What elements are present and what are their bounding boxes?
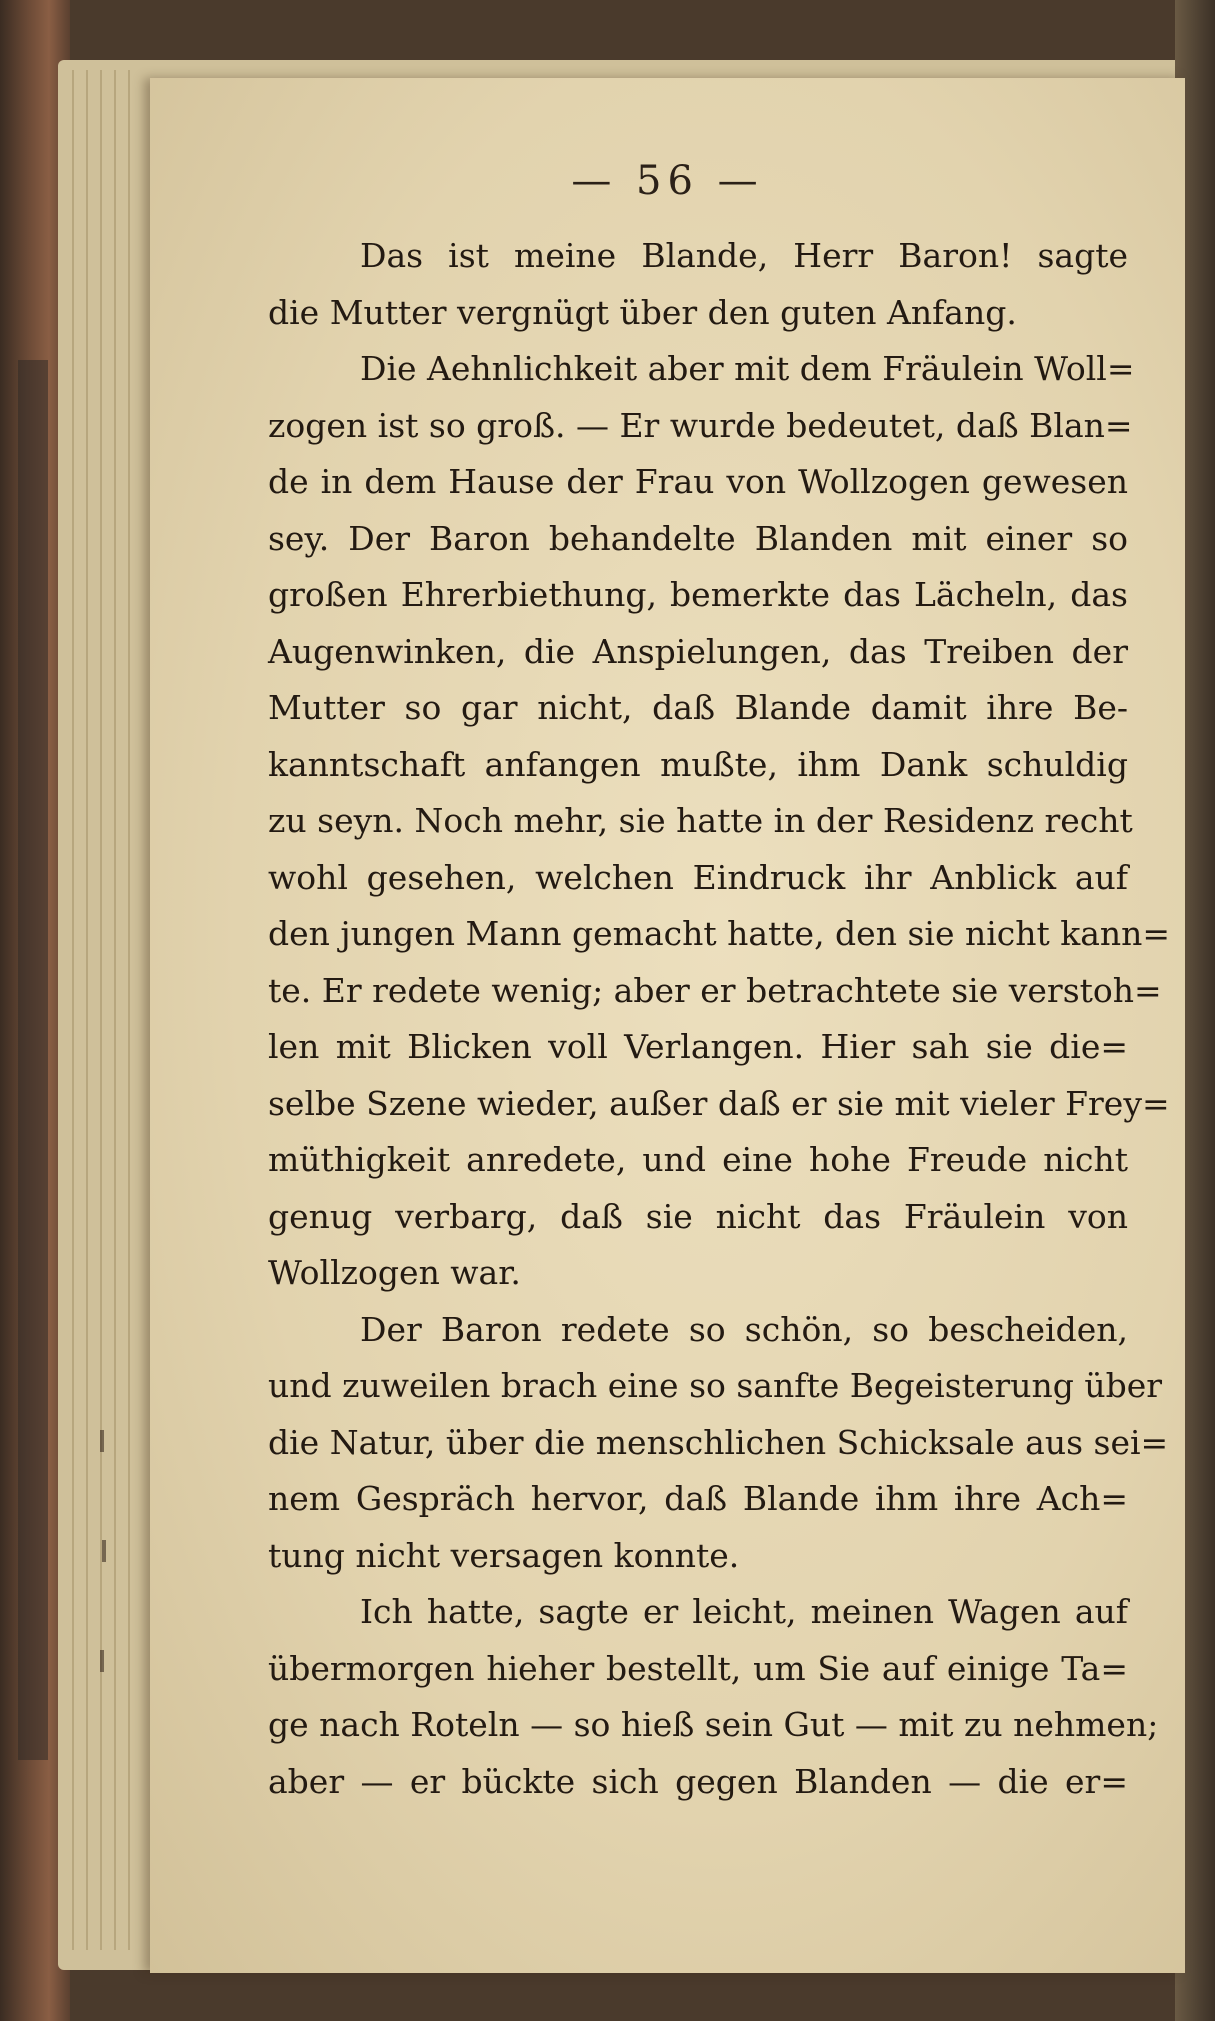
text-line: Wollzogen war.	[268, 1253, 521, 1292]
text-line: zu seyn. Noch mehr, sie hatte in der Residenz recht	[268, 801, 1133, 840]
text-line: genug verbarg, daß sie nicht das Fräulein von	[268, 1196, 1128, 1236]
page-edge	[86, 70, 88, 1950]
ink-mark	[100, 1430, 104, 1452]
text-line: übermorgen hieher bestellt, um Sie auf einige Ta=	[268, 1648, 1128, 1688]
text-line: aber — er bückte sich gegen Blanden — die er=	[268, 1761, 1128, 1801]
text-line: Der Baron redete so schön, so bescheiden,	[360, 1309, 1128, 1349]
text-line: zogen ist so groß. — Er wurde bedeutet, daß Blan=	[268, 405, 1133, 445]
text-block	[268, 228, 1171, 1810]
text-line: tung nicht versagen konnte.	[268, 1535, 740, 1575]
text-line: wohl gesehen, welchen Eindruck ihr Anblick auf	[268, 857, 1128, 897]
text-line: Ich hatte, sagte er leicht, meinen Wagen auf	[360, 1592, 1128, 1631]
text-line: müthigkeit anredete, und eine hohe Freude nicht	[268, 1140, 1128, 1179]
text-line: len mit Blicken voll Verlangen. Hier sah sie die=	[268, 1027, 1128, 1066]
text-line: sey. Der Baron behandelte Blanden mit einer so	[268, 518, 1128, 558]
text-line: selbe Szene wieder, außer daß er sie mit vieler Frey=	[268, 1083, 1170, 1123]
text-line: Das ist meine Blande, Herr Baron! sagte	[360, 236, 1128, 275]
text-line: de in dem Hause der Frau von Wollzogen gewesen	[268, 462, 1128, 501]
text-line: Mutter so gar nicht, daß Blande damit ihre Be-	[268, 688, 1128, 727]
text-line: die Mutter vergnügt über den guten Anfang.	[268, 292, 1017, 332]
cover-edge	[18, 360, 48, 1760]
text-line: großen Ehrerbiethung, bemerkte das Lächeln, das	[268, 575, 1128, 614]
text-line: kanntschaft anfangen mußte, ihm Dank schuldig	[268, 744, 1128, 784]
text-line: Augenwinken, die Anspielungen, das Treiben der	[268, 631, 1128, 671]
text-line: die Natur, über die menschlichen Schicksale aus sei=	[268, 1422, 1169, 1462]
ink-mark	[102, 1540, 106, 1562]
page-edge	[128, 70, 130, 1950]
text-line: und zuweilen brach eine so sanfte Begeisterung über	[268, 1366, 1163, 1405]
text-line: nem Gespräch hervor, daß Blande ihm ihre Ach=	[268, 1479, 1128, 1518]
book-page	[150, 78, 1185, 1973]
text-line: ge nach Roteln — so hieß sein Gut — mit zu nehmen;	[268, 1705, 1159, 1744]
text-line: Die Aehnlichkeit aber mit dem Fräulein Woll=	[360, 349, 1135, 388]
page-edge	[114, 70, 116, 1950]
page-edge	[72, 70, 74, 1950]
page-number: — 56 —	[571, 158, 764, 204]
ink-mark	[100, 1650, 104, 1672]
text-line: den jungen Mann gemacht hatte, den sie nicht kann=	[268, 914, 1171, 953]
text-line: te. Er redete wenig; aber er betrachtete sie verstoh=	[268, 970, 1162, 1010]
